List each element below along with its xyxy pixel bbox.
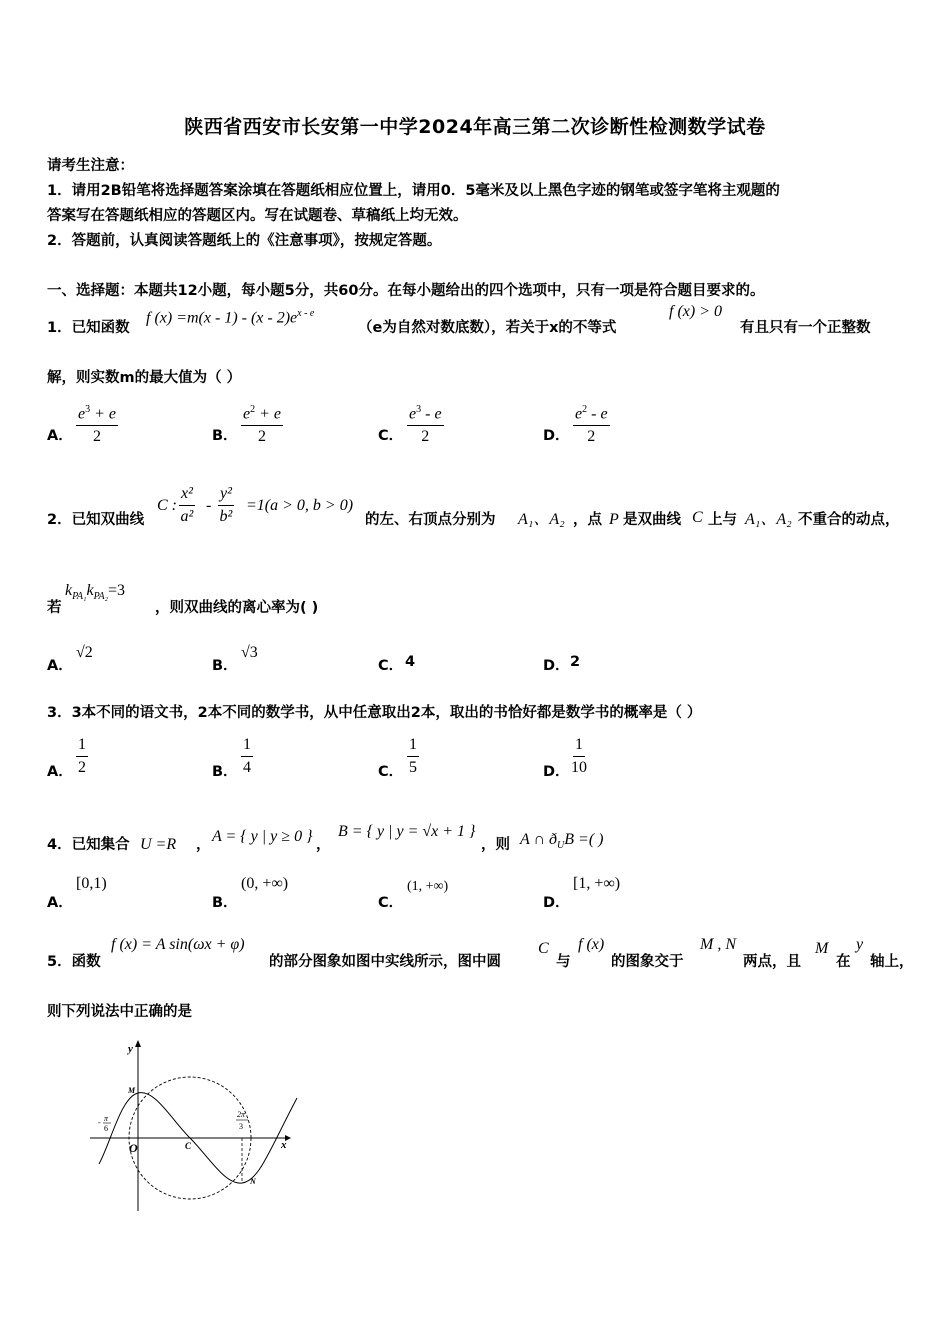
notice-heading: 请考生注意： (47, 158, 134, 174)
q5-fx: f (x) (578, 936, 605, 953)
q2-line-2-prefix: 若 (47, 600, 62, 616)
q1-line-2: 解，则实数m的最大值为（ ） (47, 370, 242, 386)
q5-text-6: 轴上， (870, 954, 914, 970)
q3-option-c-label[interactable]: C． (378, 764, 404, 780)
q2-text-2: ，点 (573, 512, 602, 528)
q5-points-mn: M , N (700, 936, 736, 953)
q1-option-b-value[interactable]: $\frac{e^2 + e}{2}$ (241, 399, 283, 448)
graph-m-label: M (128, 1086, 136, 1095)
q5-point-m: M (815, 940, 829, 957)
q3-option-b-value[interactable]: $\frac{1}{4}$ (243, 736, 251, 776)
q2-vertices-2: A₁、A₂ (745, 511, 792, 528)
graph-two-pi-den: 3 (239, 1122, 243, 1131)
q1-option-c-label[interactable]: C． (378, 428, 404, 444)
q4-then: ，则 (481, 837, 510, 853)
q5-circle-c: C (538, 940, 549, 957)
q4-prefix: 4．已知集合 (47, 837, 130, 853)
q4-option-d-label[interactable]: D． (543, 895, 570, 911)
q2-option-b-value[interactable]: √3 (241, 644, 258, 661)
q2-condition: =1(a > 0, b > 0) (246, 497, 354, 514)
q2-minus: - (206, 497, 212, 514)
q5-y: y (856, 936, 864, 953)
notice-line-3: 2．答题前，认真阅读答题纸上的《注意事项》，按规定答题。 (47, 233, 442, 249)
graph-c-label: C (185, 1141, 192, 1151)
graph-y-label: y (128, 1043, 133, 1055)
q1-suffix: 有且只有一个正整数 (740, 320, 871, 336)
q3-option-a-label[interactable]: A． (47, 764, 73, 780)
q4-option-a-label[interactable]: A． (47, 895, 73, 911)
q1-function: f $(x) =m(x - 1) - (x - 2)e^{x - e}$ (146, 308, 315, 327)
q2-option-c-value[interactable]: 4 (405, 654, 416, 670)
q4-expression: A ∩ $ð_UB$ =( ) (520, 831, 604, 852)
q5-graph (85, 1035, 305, 1215)
page-title: 陕西省西安市长安第一中学2024年高三第二次诊断性检测数学试卷 (184, 116, 766, 138)
q4-option-a-value[interactable]: [0,1) (76, 875, 107, 892)
q1-inequality: f (x) > 0 (669, 303, 722, 320)
graph-origin-label: O (129, 1141, 138, 1155)
y-axis-arrow (135, 1040, 141, 1047)
q1-mid-text: （e为自然对数底数），若关于x的不等式 (358, 320, 617, 336)
q2-option-d-value[interactable]: 2 (570, 654, 581, 670)
q4-universe: U =R (140, 836, 177, 853)
q5-text-1: 的部分图象如图中实线所示，图中圆 (269, 954, 501, 970)
q2-text-1: 的左、右顶点分别为 (365, 512, 496, 528)
notice-line-1: 1．请用2B铅笔将选择题答案涂填在答题纸相应位置上，请用0．5毫米及以上黑色字迹的钢笔或签字笔将主观题的 (47, 183, 780, 199)
q2-point-p: P (609, 511, 619, 528)
q2-prefix: 2．已知双曲线 (47, 512, 145, 528)
graph-neg-pi-den: 6 (104, 1124, 108, 1133)
q2-option-d-label[interactable]: D． (543, 658, 570, 674)
graph-neg-sign: - (98, 1118, 101, 1127)
q1-option-a-value[interactable]: $\frac{e^3 + e}{2}$ (76, 399, 118, 448)
q5-line-2: 则下列说法中正确的是 (47, 1004, 192, 1020)
q2-text-4: 上与 (708, 512, 737, 528)
q2-option-c-label[interactable]: C． (378, 658, 404, 674)
section-heading: 一、选择题：本题共12小题，每小题5分，共60分。在每小题给出的四个选项中，只有一项是符合题目要求的。 (47, 283, 765, 299)
q2-text-5: 不重合的动点， (798, 512, 900, 528)
q5-function: f (x) = A sin(ωx + φ) (111, 936, 245, 953)
q3-option-d-value[interactable]: $\frac{1}{10}$ (571, 736, 587, 776)
graph-two-pi-num: 2π (237, 1110, 246, 1119)
q2-c-label: C : (157, 497, 177, 514)
graph-n-label: N (250, 1177, 256, 1186)
q4-comma-2: ， (316, 837, 331, 853)
q4-option-d-value[interactable]: [1, +∞) (573, 875, 621, 892)
q3-option-d-label[interactable]: D． (543, 764, 570, 780)
q4-set-b: B = { y | y = √x + 1 } (338, 823, 476, 840)
q5-text-4: 两点，且 (743, 954, 801, 970)
q2-x-fraction: $\frac{\text{x²}}{\text{a²}}$ (180, 485, 194, 525)
q4-option-c-value[interactable]: (1, +∞) (407, 879, 449, 894)
notice-line-2: 答案写在答题纸相应的答题区内。写在试题卷、草稿纸上均无效。 (47, 208, 468, 224)
q4-option-b-label[interactable]: B． (212, 895, 238, 911)
q2-text-3: 是双曲线 (623, 512, 681, 528)
q1-option-d-value[interactable]: $\frac{e^2 - e}{2}$ (573, 399, 610, 448)
q4-option-b-value[interactable]: (0, +∞) (241, 875, 289, 892)
q5-text-5: 在 (836, 954, 851, 970)
graph-neg-pi-num: π (104, 1114, 109, 1123)
q2-y-fraction: $\frac{\text{y²}}{\text{b²}}$ (219, 485, 233, 525)
q3-option-c-value[interactable]: $\frac{1}{5}$ (409, 736, 417, 776)
q1-prefix: 1．已知函数 (47, 320, 130, 336)
q1-option-c-value[interactable]: $\frac{e^3 - e}{2}$ (407, 399, 444, 448)
q2-option-b-label[interactable]: B． (212, 658, 238, 674)
q2-vertices: A₁、A₂ (518, 511, 565, 528)
q5-text-3: 的图象交于 (611, 954, 684, 970)
q2-line-2-suffix: ，则双曲线的离心率为( ) (155, 600, 319, 616)
q5-prefix: 5．函数 (47, 954, 101, 970)
q3-text: 3．3本不同的语文书，2本不同的数学书，从中任意取出2本，取出的书恰好都是数学书的概率是（ ） (47, 705, 702, 721)
q2-option-a-label[interactable]: A． (47, 658, 73, 674)
q4-set-a: A = { y | y ≥ 0 } (212, 828, 313, 845)
q4-option-c-label[interactable]: C． (378, 895, 404, 911)
graph-x-label: x (281, 1139, 287, 1151)
q1-option-b-label[interactable]: B． (212, 428, 238, 444)
q2-curve-c: C (692, 509, 703, 526)
q1-option-a-label[interactable]: A． (47, 428, 73, 444)
q5-text-2: 与 (556, 954, 571, 970)
q2-option-a-value[interactable]: √2 (76, 644, 93, 661)
q3-option-a-value[interactable]: $\frac{1}{2}$ (78, 736, 86, 776)
q3-option-b-label[interactable]: B． (212, 764, 238, 780)
q4-comma-1: ， (196, 837, 211, 853)
q2-slope-product: $k_{PA_1}k_{PA_2}=3$ (65, 582, 126, 603)
q1-option-d-label[interactable]: D． (543, 428, 570, 444)
